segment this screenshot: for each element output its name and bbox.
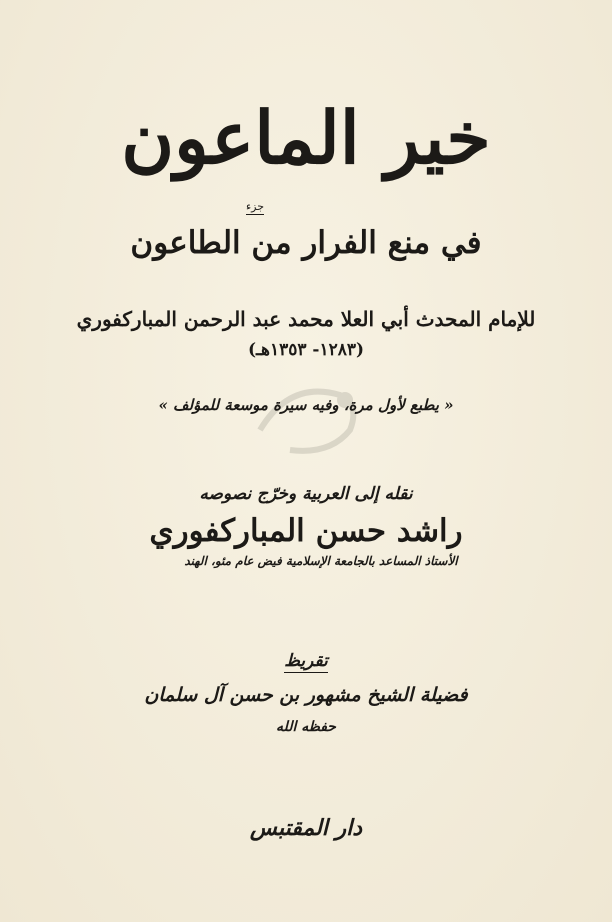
foreword-prayer: حفظه الله xyxy=(276,719,336,735)
publisher-name: دار المقتبس xyxy=(249,815,363,841)
foreword-label-text: تقريظ xyxy=(284,651,328,671)
volume-label: جزء xyxy=(246,200,265,213)
edition-note: « يطبع لأول مرة، وفيه سيرة موسعة للمؤلف » xyxy=(158,396,454,414)
author-name: للإمام المحدث أبي العلا محمد عبد الرحمن المباركفوري xyxy=(76,307,536,331)
translator-name: راشد حسن المباركفوري xyxy=(149,513,463,549)
foreword-label xyxy=(0,650,612,673)
translator-affiliation: الأستاذ المساعد بالجامعة الإسلامية فيض عام مئو، الهند xyxy=(184,554,458,568)
author-dates: (١٢٨٣- ١٣٥٣هـ) xyxy=(247,340,365,360)
foreword-author: فضيلة الشيخ مشهور بن حسن آل سلمان xyxy=(144,684,468,706)
translator-label: نقله إلى العربية وخرّج نصوصه xyxy=(199,484,413,504)
book-title: خير الماعون xyxy=(121,95,491,180)
book-subtitle: في منع الفرار من الطاعون xyxy=(130,225,482,261)
